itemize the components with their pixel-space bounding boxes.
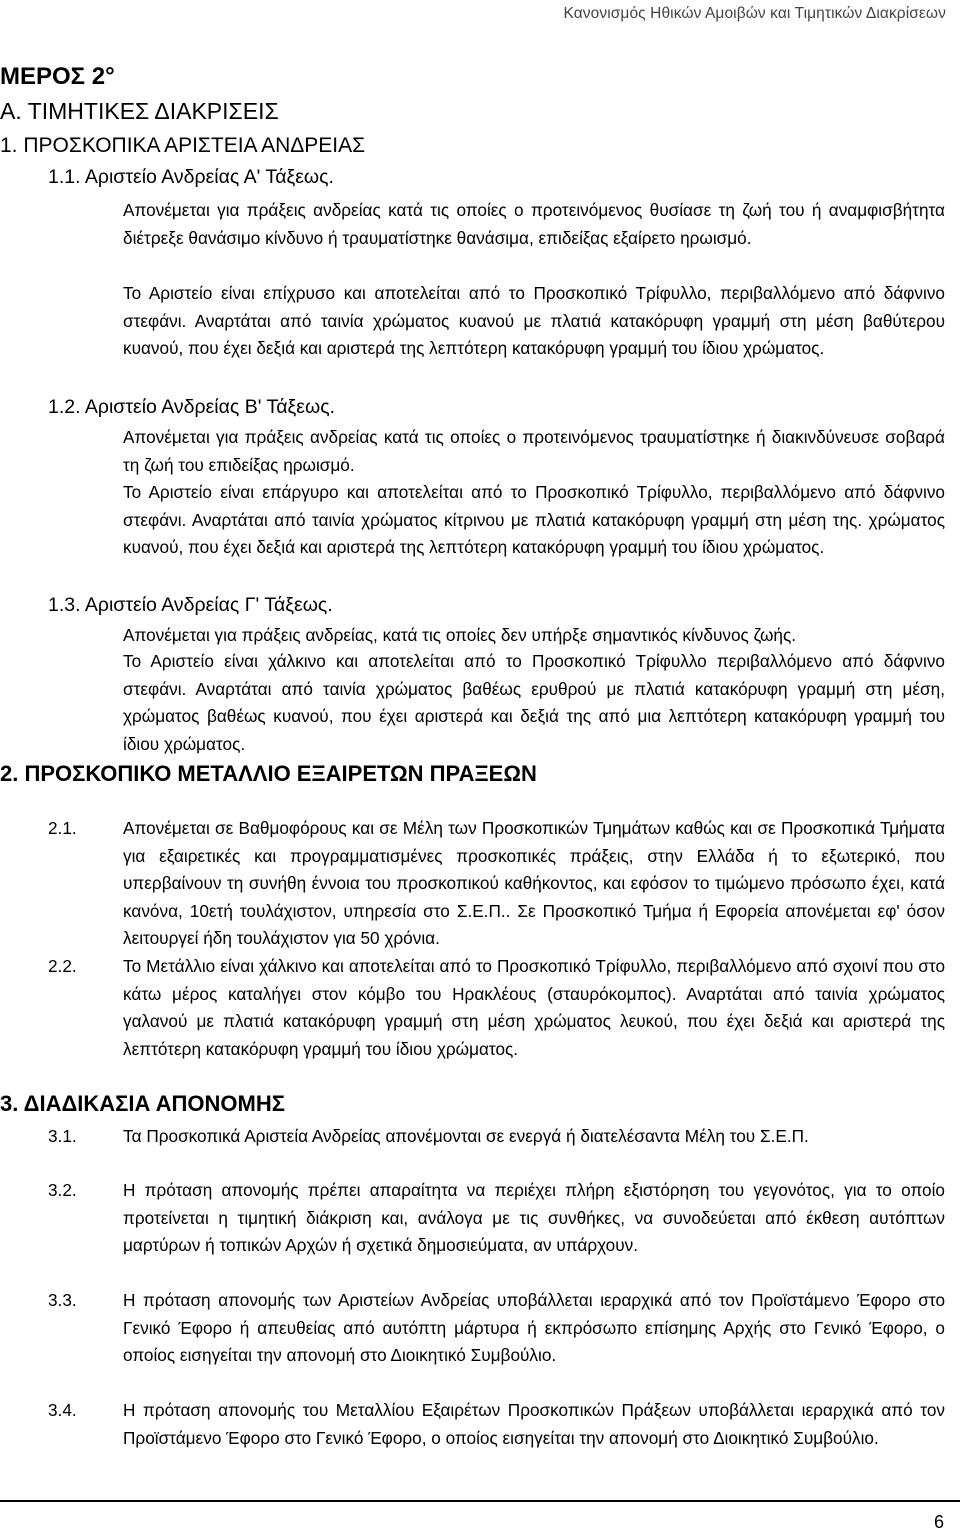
paragraph-1-1-award: Απονέμεται για πράξεις ανδρείας κατά τις οποίες ο προτεινόμενος θυσίασε τη ζωή του ή αναμφισβήτητα διέτρεξε θανάσιμο κίνδυνο ή τραυματίστηκε θανάσιμα, επιδείξας εξαίρετο ηρωισμό. (123, 200, 945, 248)
item-3-2-number: 3.2. (48, 1180, 77, 1200)
item-3-3-text: Η πρόταση απονομής των Αριστείων Ανδρείας υποβάλλεται ιεραρχικά από τον Προϊστάμενο Έφορο στο Γενικό Έφορο ή απευθείας από αυτόπτη μάρτυρα ή εκπρόσωπο επίσημης Αρχής στο Γενικό Έφορο, ο οποίος εισηγείται την απονομή στο Διοικητικό Συμβούλιο. (123, 1290, 945, 1366)
paragraph-1-1-description: Το Αριστείο είναι επίχρυσο και αποτελείται από το Προσκοπικό Τρίφυλλο, περιβαλλόμενο από δάφνινο στεφάνι. Αναρτάται από ταινία χρώματος κυανού με πλατιά κατακόρυφη γραμμή στη μέση βαθύτερου κυανού, που έχει δεξιά και αριστερά της λεπτότερη κατακόρυφη γραμμή του ίδιου χρώματος. (123, 283, 945, 359)
page-number: 6 (933, 1512, 944, 1532)
footer-divider (0, 1500, 960, 1502)
subsection-1-2-heading: 1.2. Αριστείο Ανδρείας Β' Τάξεως. (48, 396, 336, 418)
paragraph-1-2-description: Το Αριστείο είναι επάργυρο και αποτελείται από το Προσκοπικό Τρίφυλλο, περιβαλλόμενο από δάφνινο στεφάνι. Αναρτάται από ταινία χρώματος κίτρινου με πλατιά κατακόρυφη γραμμή στη μέση της. χρώματος κυανού, που έχει δεξιά και αριστερά της λεπτότερη κατακόρυφη γραμμή του ίδιου χρώματος. (123, 482, 945, 558)
section-a-heading: Α. ΤΙΜΗΤΙΚΕΣ ΔΙΑΚΡΙΣΕΙΣ (0, 98, 279, 124)
paragraph-1-2-award: Απονέμεται για πράξεις ανδρείας κατά τις οποίες ο προτεινόμενος τραυματίστηκε ή διακινδύνευσε σοβαρά τη ζωή του επιδείξας ηρωισμό. (123, 427, 945, 475)
item-2-2-text: Το Μετάλλιο είναι χάλκινο και αποτελείται από το Προσκοπικό Τρίφυλλο, περιβαλλόμενο από σχοινί που στο κάτω μέρος καταλήγει στον κόμβο του Ηρακλέους (σταυρόκομπος). Αναρτάται από ταινία χρώματος γαλανού με πλατιά κατακόρυφη γραμμή στη μέση χρώματος λευκού, που έχει δεξιά και αριστερά της λεπτότερη κατακόρυφη γραμμή του ίδιου χρώματος. (123, 956, 945, 1059)
item-2-1-text: Απονέμεται σε Βαθμοφόρους και σε Μέλη των Προσκοπικών Τμημάτων καθώς και σε Προσκοπικά Τμήματα για εξαιρετικές και προγραμματισμένες προσκοπικές πράξεις, στην Ελλάδα ή το εξωτερικό, που υπερβαίνουν τη συνήθη έννοια του προσκοπικού καθήκοντος, και εφόσον το τιμώμενο πρόσωπο έχει, κατά κανόνα, 10ετή τουλάχιστον, υπηρεσία στο Σ.Ε.Π.. Σε Προσκοπικό Τμήμα ή Εφορεία απονέμεται εφ' όσον λειτουργεί ήδη τουλάχιστον για 50 χρόνια. (123, 818, 945, 949)
item-2-2-number: 2.2. (48, 956, 77, 976)
item-3-1-text: Τα Προσκοπικά Αριστεία Ανδρείας απονέμονται σε ενεργά ή διατελέσαντα Μέλη του Σ.Ε.Π. (123, 1126, 809, 1146)
item-3-4-text: Η πρόταση απονομής του Μεταλλίου Εξαιρέτων Προσκοπικών Πράξεων υποβάλλεται ιεραρχικά από τον Προϊστάμενο Έφορο στο Γενικό Έφορο, ο οποίος εισηγείται την απονομή στο Διοικητικό Συμβούλιο. (123, 1400, 945, 1448)
item-2-1-number: 2.1. (48, 818, 77, 838)
running-header: Κανονισμός Ηθικών Αμοιβών και Τιμητικών Διακρίσεων (563, 5, 946, 22)
item-3-3-number: 3.3. (48, 1290, 77, 1310)
paragraph-1-3-description: Το Αριστείο είναι χάλκινο και αποτελείται από το Προσκοπικό Τρίφυλλο περιβαλλόμενο από δάφνινο στεφάνι. Αναρτάται από ταινία χρώματος βαθέως ερυθρού με πλατιά κατακόρυφη γραμμή στη μέση, χρώματος βαθέως κυανού, που έχει αριστερά και δεξιά της από μια λεπτότερη κατακόρυφη γραμμή του ίδιου χρώματος. (123, 651, 945, 754)
part-title: ΜΕΡΟΣ 2° (0, 63, 115, 90)
item-3-1-number: 3.1. (48, 1126, 77, 1146)
item-3-4-number: 3.4. (48, 1400, 77, 1420)
subsection-1-1-heading: 1.1. Αριστείο Ανδρείας Α' Τάξεως. (48, 166, 334, 188)
paragraph-1-3-award: Απονέμεται για πράξεις ανδρείας, κατά τις οποίες δεν υπήρξε σημαντικός κίνδυνος ζωής. (123, 625, 797, 645)
section-3-heading: 3. ΔΙΑΔΙΚΑΣΙΑ ΑΠΟΝΟΜΗΣ (0, 1091, 285, 1116)
section-1-heading: 1. ΠΡΟΣΚΟΠΙΚΑ ΑΡΙΣΤΕΙΑ ΑΝΔΡΕΙΑΣ (0, 134, 366, 157)
item-3-2-text: Η πρόταση απονομής πρέπει απαραίτητα να περιέχει πλήρη εξιστόρηση του γεγονότος, για το οποίο προτείνεται η τιμητική διάκριση και, ανάλογα με τις συνθήκες, να συνοδεύεται από έκθεση αυτόπτων μαρτύρων ή τοπικών Αρχών ή σχετικά δημοσιεύματα, αν υπάρχουν. (123, 1180, 945, 1256)
section-2-heading: 2. ΠΡΟΣΚΟΠΙΚΟ ΜΕΤΑΛΛΙΟ ΕΞΑΙΡΕΤΩΝ ΠΡΑΞΕΩΝ (0, 761, 537, 786)
subsection-1-3-heading: 1.3. Αριστείο Ανδρείας Γ' Τάξεως. (48, 594, 333, 616)
